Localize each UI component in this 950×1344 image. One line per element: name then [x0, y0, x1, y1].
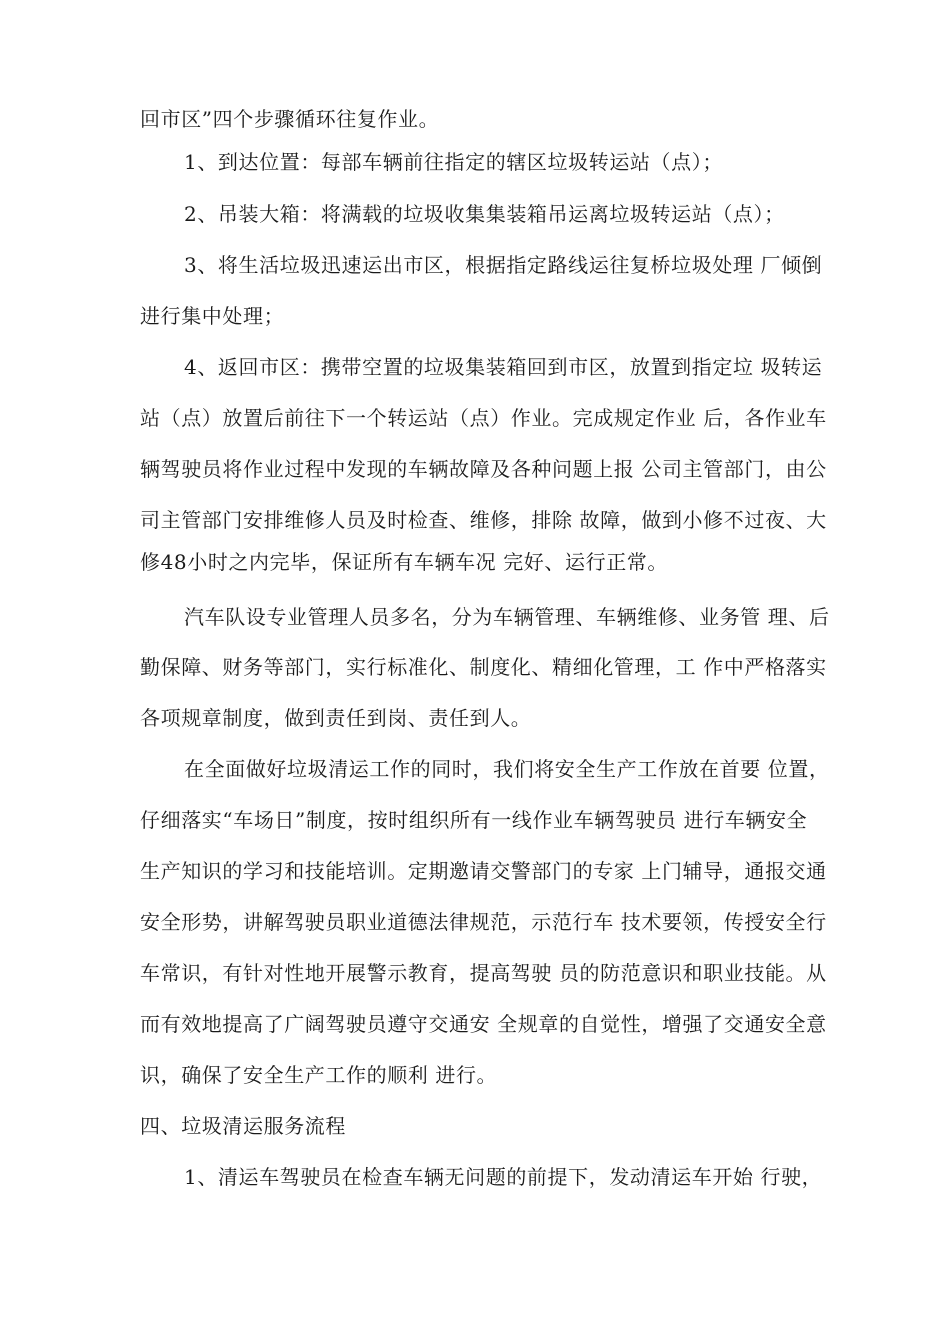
- list-item-2: 2、吊装大箱：将满载的垃圾收集集装箱吊运离垃圾转运站（点）；: [184, 202, 785, 226]
- text-line: 车常识，有针对性地开展警示教育，提高驾驶 员的防范意识和职业技能。从: [140, 961, 827, 985]
- text-line: 司主管部门安排维修人员及时检查、维修，排除 故障，做到小修不过夜、大: [140, 508, 827, 532]
- text-line: 回市区”四个步骤循环往复作业。: [140, 107, 440, 131]
- text-line: 识，确保了安全生产工作的顺利 进行。: [140, 1063, 498, 1087]
- text-line: 生产知识的学习和技能培训。定期邀请交警部门的专家 上门辅导，通报交通: [140, 859, 827, 883]
- paragraph-start: 在全面做好垃圾清运工作的同时，我们将安全生产工作放在首要 位置，: [184, 757, 830, 781]
- section-heading: 四、垃圾清运服务流程: [140, 1114, 346, 1138]
- list-item-3: 3、将生活垃圾迅速运出市区，根据指定路线运往复桥垃圾处理 厂倾倒: [184, 253, 823, 277]
- list-item-1: 1、清运车驾驶员在检查车辆无问题的前提下，发动清运车开始 行驶，: [184, 1165, 823, 1189]
- text-line: 站（点）放置后前往下一个转运站（点）作业。完成规定作业 后，各作业车: [140, 406, 827, 430]
- list-item-1: 1、到达位置：每部车辆前往指定的辖区垃圾转运站（点）；: [184, 150, 723, 174]
- text-line: 而有效地提高了广阔驾驶员遵守交通安 全规章的自觉性，增强了交通安全意: [140, 1012, 827, 1036]
- text-line: 各项规章制度，做到责任到岗、责任到人。: [140, 706, 532, 730]
- text-line: 修48小时之内完毕，保证所有车辆车况 完好、运行正常。: [140, 550, 669, 574]
- text-line: 勤保障、财务等部门，实行标准化、制度化、精细化管理，工 作中严格落实: [140, 655, 827, 679]
- list-item-4: 4、返回市区：携带空置的垃圾集装箱回到市区，放置到指定垃 圾转运: [184, 355, 823, 379]
- text-line: 辆驾驶员将作业过程中发现的车辆故障及各种问题上报 公司主管部门，由公: [140, 457, 827, 481]
- text-line: 仔细落实“车场日”制度，按时组织所有一线作业车辆驾驶员 进行车辆安全: [140, 808, 808, 832]
- text-line: 进行集中处理；: [140, 304, 285, 328]
- text-line: 安全形势，讲解驾驶员职业道德法律规范，示范行车 技术要领，传授安全行: [140, 910, 827, 934]
- paragraph-start: 汽车队设专业管理人员多名，分为车辆管理、车辆维修、业务管 理、后: [184, 605, 830, 629]
